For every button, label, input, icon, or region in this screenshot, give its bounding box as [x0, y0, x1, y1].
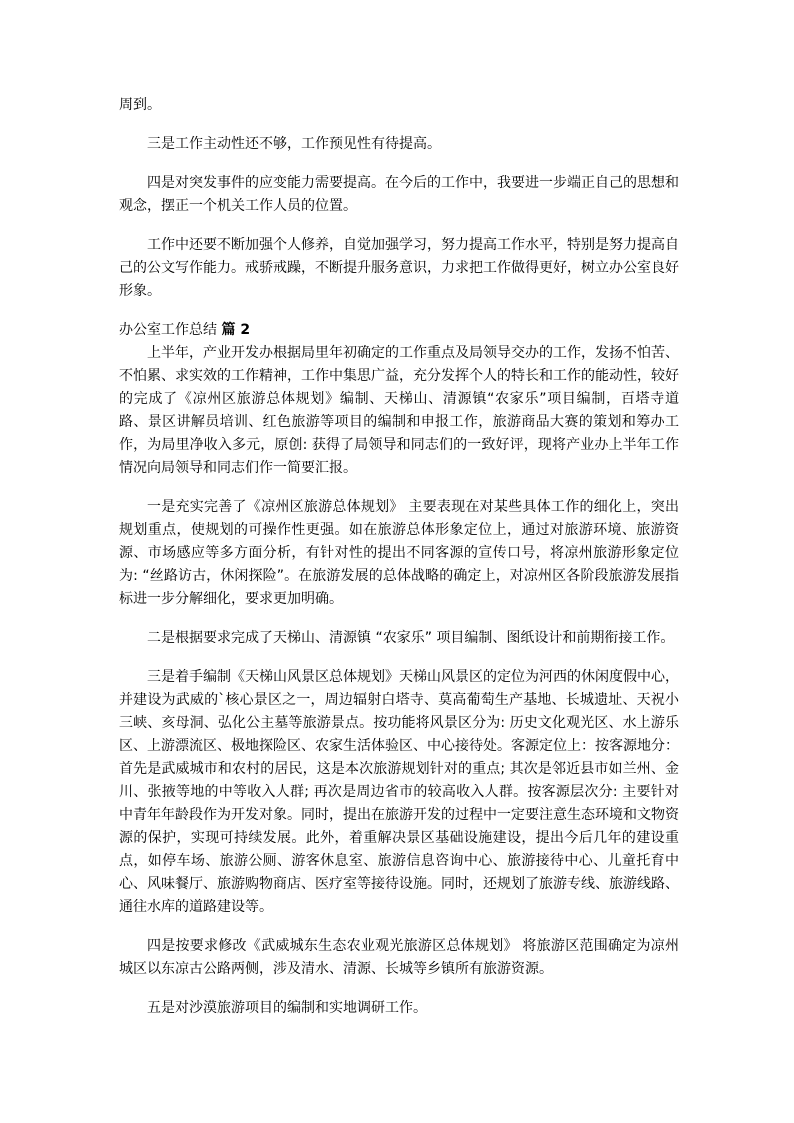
paragraph: 五是对沙漠旅游项目的编制和实地调研工作。 [147, 1000, 427, 1016]
paragraph: 一是充实完善了《凉州区旅游总体规划》 主要表现在对某些具体工作的细化上，突出规划重点，使规划的可操作性更强。如在旅游总体形象定位上，通过对旅游环境、旅游资源、市场感应等多方面分析，有针对性的提出不同客源的宣传口号，将凉州旅游形象定位为: “丝路访古，休闲探险”。在旅游发展的总体战略的确定上，对凉州区各阶段旅游发展指标进一步分解细化，要求更加明确。 [119, 499, 679, 607]
document-body [119, 94, 679, 1020]
paragraph: 四是按要求修改《武威城东生态农业观光旅游区总体规划》 将旅游区范围确定为凉州城区以东凉古公路两侧，涉及清水、清源、长城等乡镇所有旅游资源。 [119, 938, 679, 977]
paragraph-gap [119, 919, 679, 935]
paragraph-gap [119, 650, 679, 666]
paragraph: 三是着手编制《天梯山风景区总体规划》天梯山风景区的定位为河西的休闲度假中心，并建设为武威的`核心景区之一，周边辐射白塔寺、莫高葡萄生产基地、长城遗址、天祝小三峡、亥母洞、弘化公主墓等旅游景点。按功能将风景区分为: 历史文化观光区、水上游乐区、上游漂流区、极地探险区、农家生活体验区、中心接待处。客源定位上：按客源地分：首先是武威城市和农村的居民，这是本次旅游规划针对的重点; 其次是邻近县市如兰州、金川、张掖等地的中等收入人群; 再次是周边省市的较高收入人群。按客源层次分: 主要针对中青年年龄段作为开发对象。同时，提出在旅游开发的过程中一定要注意生态环境和文物资源的保护，实现可持续发展。此外，着重解决景区基础设施建设，提出今后几年的建设重点，如停车场、旅游公厕、游客休息室、旅游信息咨询中心、旅游接待中心、儿童托育中心、风味餐厅、旅游购物商店、医疗室等接待设施。同时，还规划了旅游专线、旅游线路、通往水库的道路建设等。 [119, 669, 679, 915]
paragraph-gap [119, 303, 679, 319]
paragraph-gap [119, 981, 679, 997]
paragraph-gap [119, 218, 679, 234]
paragraph: 工作中还要不断加强个人修养，自觉加强学习，努力提高工作水平，特别是努力提高自己的公文写作能力。戒骄戒躁，不断提升服务意识，力求把工作做得更好，树立办公室良好形象。 [119, 237, 679, 299]
paragraph-gap [119, 117, 679, 133]
paragraph-gap [119, 156, 679, 172]
paragraph: 二是根据要求完成了天梯山、清源镇 “农家乐” 项目编制、图纸设计和前期衔接工作。 [147, 630, 675, 646]
section-heading [119, 319, 679, 342]
section-heading-title: 办公室工作总结 [119, 322, 217, 338]
paragraph: 四是对突发事件的应变能力需要提高。在今后的工作中，我要进一步端正自己的思想和观念，摆正一个机关工作人员的位置。 [119, 175, 679, 214]
paragraph: 上半年，产业开发办根据局里年初确定的工作重点及局领导交办的工作，发扬不怕苦、不怕累、求实效的工作精神，工作中集思广益，充分发挥个人的特长和工作的能动性，较好的完成了《凉州区旅游总体规划》编制、天梯山、清源镇“农家乐”项目编制，百塔寺道路、景区讲解员培训、红色旅游等项目的编制和申报工作，旅游商品大赛的策划和筹办工作，为局里净收入多元，原创: 获得了局领导和同志们的一致好评，现将产业办上半年工作情况向局领导和同志们作一简要汇报。 [119, 345, 679, 476]
paragraph-gap [119, 480, 679, 496]
section-heading-number: 篇 2 [221, 322, 251, 338]
paragraph-gap [119, 611, 679, 627]
paragraph: 三是工作主动性还不够，工作预见性有待提高。 [147, 136, 441, 152]
paragraph-continuation: 周到。 [119, 97, 161, 113]
